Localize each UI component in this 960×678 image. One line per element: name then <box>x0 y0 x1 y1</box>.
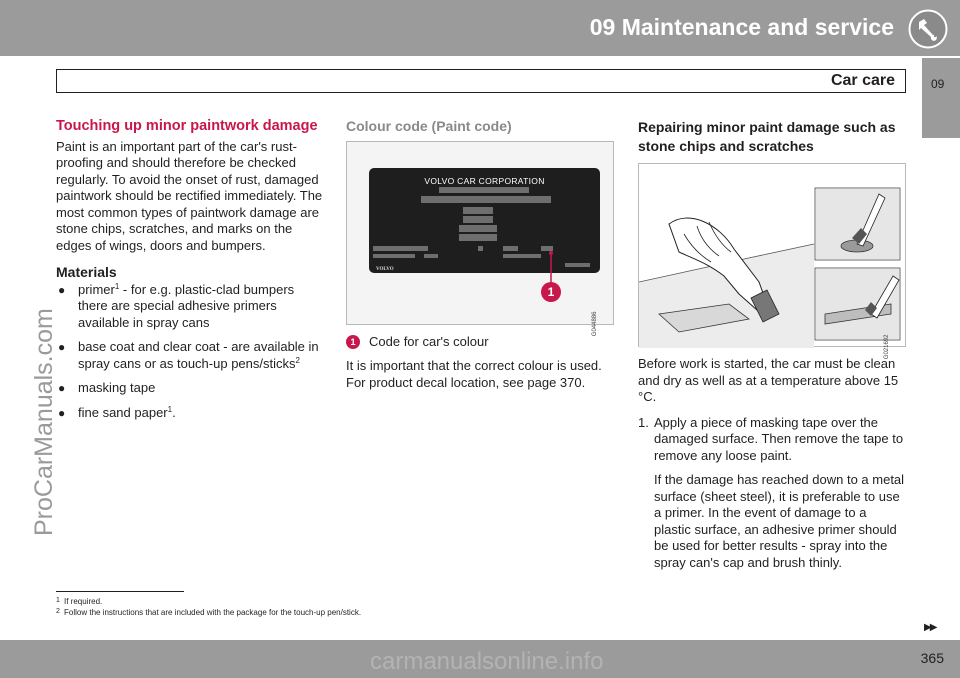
chapter-header-bar <box>0 0 960 56</box>
bullet-icon: ● <box>58 340 66 354</box>
callout-text: Code for car's colour <box>369 333 489 349</box>
next-page-arrows-icon[interactable]: ▶▶ <box>924 622 936 633</box>
bullet-icon: ● <box>58 381 66 395</box>
list-item: ● primer$^1$ - for e.g. plastic-clad bumpers there are special adhesive primers available in spray cans <box>58 281 295 330</box>
chapter-title: 09 Maintenance and service <box>589 14 894 40</box>
step-text: Apply a piece of masking tape over the damaged surface. Then remove the tape to remove any loose paint. <box>654 414 904 463</box>
chapter-tab[interactable] <box>920 58 960 138</box>
colour-code-body: It is important that the correct colour is used. For product decal location, see page 370. <box>346 358 602 390</box>
touch-up-heading: Touching up minor paintwork damage <box>56 118 318 134</box>
repair-drawing <box>639 164 907 348</box>
repair-steps <box>638 415 906 572</box>
list-item <box>638 415 906 572</box>
figure-callout-marker: 1 <box>541 282 561 302</box>
plate-logo: VOLVO <box>376 266 394 272</box>
footnotes <box>56 596 361 618</box>
figure-code: G044886 <box>592 311 599 337</box>
repair-heading: Repairing minor paint damage such as stone chips and scratches <box>638 119 896 154</box>
footnote: 1 If required. <box>56 597 103 606</box>
materials-heading: Materials <box>56 264 117 280</box>
section-title: Car care <box>830 72 895 89</box>
wrench-icon <box>908 9 948 49</box>
section-header <box>56 69 906 93</box>
list-item: ● fine sand paper$^1$. <box>58 404 176 420</box>
column-colour-code <box>346 118 614 391</box>
callout-marker-icon: 1 <box>346 335 360 349</box>
list-item: ● masking tape <box>58 380 156 395</box>
page-number: 365 <box>920 650 944 666</box>
bullet-icon: ● <box>58 405 66 420</box>
column-repair <box>638 118 906 571</box>
callout-leader-line <box>347 142 615 326</box>
colour-code-heading: Colour code (Paint code) <box>346 118 512 134</box>
side-watermark: ProCarManuals.com <box>30 308 58 536</box>
list-item: ● base coat and clear coat - are available in spray cans or as touch-up pens/sticks$^2$ <box>58 339 319 371</box>
paint-code-plate-figure <box>346 141 614 337</box>
bottom-watermark: carmanualsonline.info <box>370 648 604 675</box>
figure-code: G021692 <box>884 334 891 359</box>
chapter-tab-label: 09 <box>931 77 945 91</box>
step-number: 1. <box>638 414 649 430</box>
step-text-continued: If the damage has reached down to a metal surface (sheet steel), it is preferable to use a primer. In the event of damage to a plastic surface, an adhesive primer should be used for better results - spray into the spray can's cap and brush thinly. <box>654 472 905 570</box>
bullet-icon: ● <box>58 282 66 297</box>
footnote: 2 Follow the instructions that are included with the package for the touch-up pen/stick. <box>56 608 362 617</box>
repair-intro: Before work is started, the car must be clean and dry as well as at a temperature above 15 °C. <box>638 356 899 404</box>
callout-legend <box>346 334 614 351</box>
column-touch-up <box>56 118 324 429</box>
touch-up-intro: Paint is an important part of the car's rust-proofing and should therefore be checked regularly. To avoid the onset of rust, damaged paintwork should be rectified immediately. The most common types of paintwork damage are stone chips, scratches, and marks on the edges of wings, doors and bumpers. <box>56 138 323 253</box>
footnote-divider <box>56 591 184 592</box>
materials-list <box>56 282 324 422</box>
repair-illustration <box>638 163 906 359</box>
plate-title: VOLVO CAR CORPORATION <box>424 175 545 186</box>
